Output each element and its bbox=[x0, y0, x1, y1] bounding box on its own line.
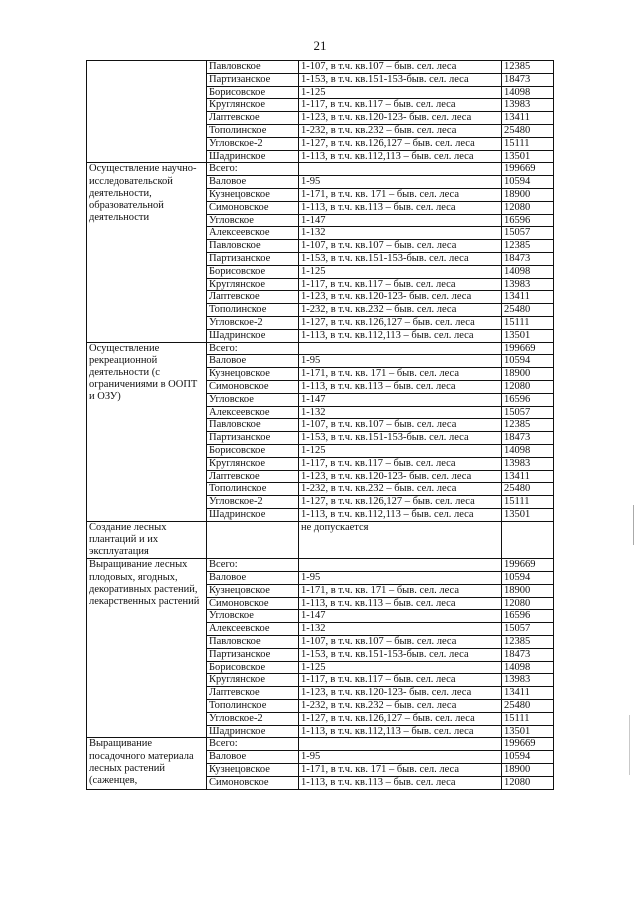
quarters-cell: 1-95 bbox=[299, 751, 502, 764]
area-cell: 15111 bbox=[502, 712, 554, 725]
quarters-cell bbox=[299, 738, 502, 751]
forestry-cell: Лаптевское bbox=[207, 291, 299, 304]
forestry-cell: Тополинское bbox=[207, 304, 299, 317]
quarters-cell: 1-171, в т.ч. кв. 171 – быв. сел. леса bbox=[299, 764, 502, 777]
quarters-cell: 1-117, в т.ч. кв.117 – быв. сел. леса bbox=[299, 457, 502, 470]
area-cell: 16596 bbox=[502, 610, 554, 623]
page-number: 21 bbox=[313, 38, 327, 53]
area-cell: 12080 bbox=[502, 597, 554, 610]
quarters-cell bbox=[299, 559, 502, 572]
quarters-cell: 1-153, в т.ч. кв.151-153-быв. сел. леса bbox=[299, 252, 502, 265]
area-cell: 14098 bbox=[502, 265, 554, 278]
area-cell: 13983 bbox=[502, 457, 554, 470]
area-cell: 12385 bbox=[502, 419, 554, 432]
forestry-cell: Партизанское bbox=[207, 648, 299, 661]
quarters-cell: 1-127, в т.ч. кв.126,127 – быв. сел. леса bbox=[299, 712, 502, 725]
area-cell bbox=[502, 521, 554, 559]
forestry-cell: Кузнецовское bbox=[207, 584, 299, 597]
forestry-cell: Лаптевское bbox=[207, 470, 299, 483]
forestry-cell: Павловское bbox=[207, 419, 299, 432]
quarters-cell: 1-117, в т.ч. кв.117 – быв. сел. леса bbox=[299, 278, 502, 291]
forestry-cell: Круглянское bbox=[207, 674, 299, 687]
area-cell: 25480 bbox=[502, 700, 554, 713]
quarters-cell: 1-123, в т.ч. кв.120-123- быв. сел. леса bbox=[299, 291, 502, 304]
area-cell: 199669 bbox=[502, 163, 554, 176]
area-cell: 14098 bbox=[502, 661, 554, 674]
activity-cell: Осуществление рекреационной деятельности (с ограничениями в ООПТ и ОЗУ) bbox=[87, 342, 207, 521]
quarters-cell: 1-125 bbox=[299, 86, 502, 99]
area-cell: 199669 bbox=[502, 342, 554, 355]
forestry-cell: Симоновское bbox=[207, 380, 299, 393]
quarters-cell: 1-95 bbox=[299, 355, 502, 368]
area-cell: 18473 bbox=[502, 73, 554, 86]
quarters-cell: 1-171, в т.ч. кв. 171 – быв. сел. леса bbox=[299, 188, 502, 201]
forestry-cell: Круглянское bbox=[207, 99, 299, 112]
forestry-cell: Шадринское bbox=[207, 150, 299, 163]
activity-cell: Выращивание лесных плодовых, ягодных, декоративных растений, лекарственных растений bbox=[87, 559, 207, 738]
area-cell: 18473 bbox=[502, 252, 554, 265]
forestry-cell: Борисовское bbox=[207, 444, 299, 457]
forestry-cell: Борисовское bbox=[207, 265, 299, 278]
area-cell: 199669 bbox=[502, 738, 554, 751]
forestry-cell: Партизанское bbox=[207, 432, 299, 445]
table-row bbox=[87, 521, 554, 559]
quarters-cell: 1-107, в т.ч. кв.107 – быв. сел. леса bbox=[299, 636, 502, 649]
forestry-cell: Угловское-2 bbox=[207, 137, 299, 150]
area-cell: 199669 bbox=[502, 559, 554, 572]
quarters-cell: 1-132 bbox=[299, 406, 502, 419]
activity-cell: Выращивание посадочного материала лесных растений (саженцев, bbox=[87, 738, 207, 789]
area-cell: 10594 bbox=[502, 751, 554, 764]
area-cell: 13411 bbox=[502, 687, 554, 700]
area-cell: 25480 bbox=[502, 304, 554, 317]
area-cell: 13501 bbox=[502, 150, 554, 163]
quarters-cell: 1-153, в т.ч. кв.151-153-быв. сел. леса bbox=[299, 432, 502, 445]
quarters-cell: 1-123, в т.ч. кв.120-123- быв. сел. леса bbox=[299, 470, 502, 483]
area-cell: 15111 bbox=[502, 316, 554, 329]
quarters-cell: не допускается bbox=[299, 521, 502, 559]
forestry-cell: Тополинское bbox=[207, 700, 299, 713]
area-cell: 18473 bbox=[502, 648, 554, 661]
area-cell: 10594 bbox=[502, 572, 554, 585]
table-row bbox=[87, 342, 554, 355]
forestry-cell: Круглянское bbox=[207, 457, 299, 470]
forestry-cell: Шадринское bbox=[207, 508, 299, 521]
forestry-cell: Тополинское bbox=[207, 483, 299, 496]
area-cell: 13411 bbox=[502, 291, 554, 304]
area-cell: 15111 bbox=[502, 137, 554, 150]
area-cell: 18900 bbox=[502, 188, 554, 201]
forestry-cell: Лаптевское bbox=[207, 687, 299, 700]
forestry-cell: Валовое bbox=[207, 572, 299, 585]
area-cell: 14098 bbox=[502, 86, 554, 99]
area-cell: 13411 bbox=[502, 112, 554, 125]
forestry-cell: Валовое bbox=[207, 751, 299, 764]
area-cell: 15057 bbox=[502, 623, 554, 636]
quarters-cell: 1-113, в т.ч. кв.113 – быв. сел. леса bbox=[299, 201, 502, 214]
table-row bbox=[87, 163, 554, 176]
area-cell: 12080 bbox=[502, 776, 554, 789]
forestry-cell: Всего: bbox=[207, 559, 299, 572]
quarters-cell: 1-171, в т.ч. кв. 171 – быв. сел. леса bbox=[299, 584, 502, 597]
area-cell: 12080 bbox=[502, 201, 554, 214]
area-cell: 13983 bbox=[502, 99, 554, 112]
area-cell: 18900 bbox=[502, 368, 554, 381]
forestry-cell: Симоновское bbox=[207, 201, 299, 214]
area-cell: 16596 bbox=[502, 214, 554, 227]
area-cell: 13501 bbox=[502, 508, 554, 521]
forestry-cell: Партизанское bbox=[207, 252, 299, 265]
quarters-cell: 1-113, в т.ч. кв.113 – быв. сел. леса bbox=[299, 776, 502, 789]
quarters-cell: 1-232, в т.ч. кв.232 – быв. сел. леса bbox=[299, 124, 502, 137]
scan-artifact-line bbox=[633, 505, 634, 545]
area-cell: 13983 bbox=[502, 278, 554, 291]
area-cell: 18473 bbox=[502, 432, 554, 445]
forestry-cell: Павловское bbox=[207, 61, 299, 74]
area-cell: 15057 bbox=[502, 406, 554, 419]
quarters-cell: 1-153, в т.ч. кв.151-153-быв. сел. леса bbox=[299, 73, 502, 86]
activity-cell: Осуществление научно-исследовательской деятельности, образовательной деятельности bbox=[87, 163, 207, 342]
quarters-cell: 1-171, в т.ч. кв. 171 – быв. сел. леса bbox=[299, 368, 502, 381]
forestry-cell: Круглянское bbox=[207, 278, 299, 291]
quarters-cell: 1-232, в т.ч. кв.232 – быв. сел. леса bbox=[299, 700, 502, 713]
forestry-cell: Валовое bbox=[207, 355, 299, 368]
forestry-cell: Угловское-2 bbox=[207, 316, 299, 329]
quarters-cell: 1-125 bbox=[299, 265, 502, 278]
forestry-cell: Шадринское bbox=[207, 725, 299, 738]
quarters-cell: 1-107, в т.ч. кв.107 – быв. сел. леса bbox=[299, 240, 502, 253]
quarters-cell: 1-117, в т.ч. кв.117 – быв. сел. леса bbox=[299, 99, 502, 112]
forest-usage-table bbox=[86, 60, 554, 790]
forestry-cell: Борисовское bbox=[207, 86, 299, 99]
forestry-cell: Борисовское bbox=[207, 661, 299, 674]
area-cell: 10594 bbox=[502, 176, 554, 189]
quarters-cell: 1-132 bbox=[299, 227, 502, 240]
area-cell: 12385 bbox=[502, 61, 554, 74]
quarters-cell: 1-232, в т.ч. кв.232 – быв. сел. леса bbox=[299, 304, 502, 317]
forestry-cell: Угловское bbox=[207, 214, 299, 227]
forestry-cell: Всего: bbox=[207, 738, 299, 751]
quarters-cell: 1-107, в т.ч. кв.107 – быв. сел. леса bbox=[299, 61, 502, 74]
area-cell: 25480 bbox=[502, 124, 554, 137]
quarters-cell: 1-147 bbox=[299, 393, 502, 406]
table-row bbox=[87, 738, 554, 751]
forestry-cell: Партизанское bbox=[207, 73, 299, 86]
forestry-cell: Алексеевское bbox=[207, 406, 299, 419]
forestry-cell: Всего: bbox=[207, 163, 299, 176]
activity-cell bbox=[87, 61, 207, 163]
forestry-cell: Угловское-2 bbox=[207, 496, 299, 509]
quarters-cell: 1-95 bbox=[299, 176, 502, 189]
quarters-cell: 1-127, в т.ч. кв.126,127 – быв. сел. леса bbox=[299, 137, 502, 150]
area-cell: 12080 bbox=[502, 380, 554, 393]
forestry-cell: Алексеевское bbox=[207, 227, 299, 240]
quarters-cell: 1-113, в т.ч. кв.112,113 – быв. сел. леса bbox=[299, 725, 502, 738]
forestry-cell: Павловское bbox=[207, 636, 299, 649]
area-cell: 13501 bbox=[502, 725, 554, 738]
quarters-cell: 1-127, в т.ч. кв.126,127 – быв. сел. леса bbox=[299, 496, 502, 509]
area-cell: 13501 bbox=[502, 329, 554, 342]
forestry-cell: Алексеевское bbox=[207, 623, 299, 636]
quarters-cell: 1-117, в т.ч. кв.117 – быв. сел. леса bbox=[299, 674, 502, 687]
quarters-cell: 1-123, в т.ч. кв.120-123- быв. сел. леса bbox=[299, 112, 502, 125]
quarters-cell: 1-232, в т.ч. кв.232 – быв. сел. леса bbox=[299, 483, 502, 496]
forestry-cell: Симоновское bbox=[207, 776, 299, 789]
area-cell: 13983 bbox=[502, 674, 554, 687]
area-cell: 10594 bbox=[502, 355, 554, 368]
quarters-cell: 1-147 bbox=[299, 214, 502, 227]
quarters-cell: 1-125 bbox=[299, 444, 502, 457]
area-cell: 16596 bbox=[502, 393, 554, 406]
forestry-cell: Симоновское bbox=[207, 597, 299, 610]
quarters-cell: 1-125 bbox=[299, 661, 502, 674]
quarters-cell: 1-123, в т.ч. кв.120-123- быв. сел. леса bbox=[299, 687, 502, 700]
area-cell: 14098 bbox=[502, 444, 554, 457]
forestry-cell: Лаптевское bbox=[207, 112, 299, 125]
forestry-cell: Всего: bbox=[207, 342, 299, 355]
quarters-cell: 1-132 bbox=[299, 623, 502, 636]
forestry-cell: Валовое bbox=[207, 176, 299, 189]
quarters-cell: 1-113, в т.ч. кв.113 – быв. сел. леса bbox=[299, 380, 502, 393]
forestry-cell: Кузнецовское bbox=[207, 764, 299, 777]
quarters-cell: 1-95 bbox=[299, 572, 502, 585]
area-cell: 15111 bbox=[502, 496, 554, 509]
forestry-cell: Шадринское bbox=[207, 329, 299, 342]
quarters-cell: 1-113, в т.ч. кв.113 – быв. сел. леса bbox=[299, 597, 502, 610]
quarters-cell: 1-147 bbox=[299, 610, 502, 623]
quarters-cell bbox=[299, 163, 502, 176]
quarters-cell: 1-113, в т.ч. кв.112,113 – быв. сел. леса bbox=[299, 150, 502, 163]
forestry-cell bbox=[207, 521, 299, 559]
activity-cell: Создание лесных плантаций и их эксплуатация bbox=[87, 521, 207, 559]
area-cell: 13411 bbox=[502, 470, 554, 483]
forestry-cell: Угловское bbox=[207, 393, 299, 406]
area-cell: 25480 bbox=[502, 483, 554, 496]
area-cell: 12385 bbox=[502, 636, 554, 649]
quarters-cell bbox=[299, 342, 502, 355]
area-cell: 18900 bbox=[502, 584, 554, 597]
quarters-cell: 1-113, в т.ч. кв.112,113 – быв. сел. леса bbox=[299, 508, 502, 521]
forestry-cell: Угловское-2 bbox=[207, 712, 299, 725]
area-cell: 15057 bbox=[502, 227, 554, 240]
forestry-cell: Кузнецовское bbox=[207, 368, 299, 381]
area-cell: 18900 bbox=[502, 764, 554, 777]
quarters-cell: 1-113, в т.ч. кв.112,113 – быв. сел. леса bbox=[299, 329, 502, 342]
forestry-cell: Кузнецовское bbox=[207, 188, 299, 201]
forestry-cell: Тополинское bbox=[207, 124, 299, 137]
forestry-cell: Угловское bbox=[207, 610, 299, 623]
quarters-cell: 1-153, в т.ч. кв.151-153-быв. сел. леса bbox=[299, 648, 502, 661]
quarters-cell: 1-127, в т.ч. кв.126,127 – быв. сел. леса bbox=[299, 316, 502, 329]
forestry-cell: Павловское bbox=[207, 240, 299, 253]
table-row bbox=[87, 559, 554, 572]
scan-artifact-line bbox=[629, 715, 630, 775]
area-cell: 12385 bbox=[502, 240, 554, 253]
table-row bbox=[87, 61, 554, 74]
quarters-cell: 1-107, в т.ч. кв.107 – быв. сел. леса bbox=[299, 419, 502, 432]
